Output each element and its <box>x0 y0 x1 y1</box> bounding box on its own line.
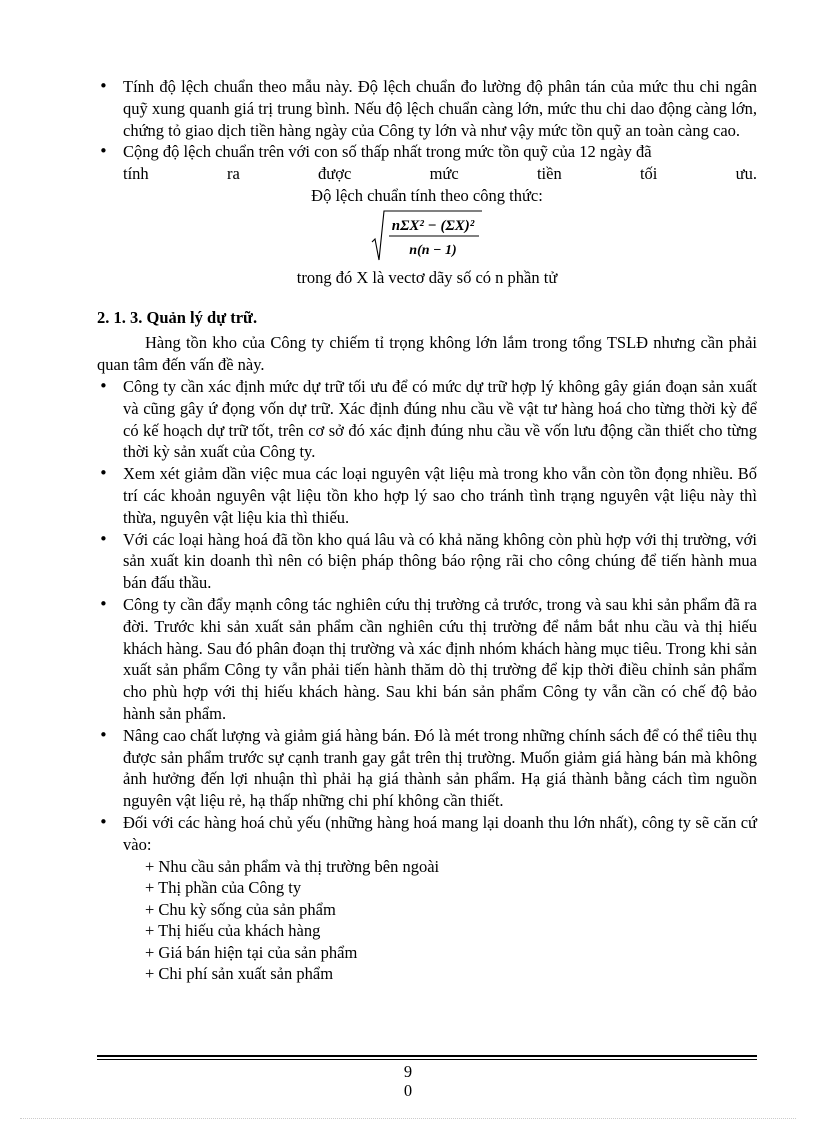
formula-denominator: n(n − 1) <box>409 242 457 258</box>
intro-paragraph: Hàng tồn kho của Công ty chiếm tỉ trọng không lớn lắm trong tổng TSLĐ nhưng cần phải quan tâm đến vấn đề này. <box>97 333 757 375</box>
std-dev-formula <box>97 208 757 264</box>
page-edge-divider <box>20 1118 796 1119</box>
list-item <box>97 76 757 141</box>
footer-divider <box>97 1055 757 1060</box>
document-page <box>97 76 757 985</box>
criteria-item: + Thị phần của Công ty <box>145 878 302 898</box>
bullet-last-line: tính ra được mức tiền tối ưu. <box>123 164 757 184</box>
page-number-line-2: 0 <box>403 1081 413 1100</box>
page-number-line-1: 9 <box>403 1062 413 1081</box>
formula-numerator: nΣX² − (ΣX)² <box>391 217 475 234</box>
criteria-item: + Chi phí sản xuất sản phẩm <box>145 964 334 984</box>
criteria-item: + Chu kỳ sống của sản phẩm <box>145 899 336 919</box>
list-item: • Đối với các hàng hoá chủ yếu (những hàng hoá mang lại doanh thu lớn nhất), công ty sẽ căn cứ vào: <box>97 812 757 856</box>
formula-note: trong đó X là vectơ dãy số có n phần tử <box>296 267 558 287</box>
page-number <box>0 1062 816 1100</box>
list-item <box>97 141 757 185</box>
criteria-list <box>97 856 757 986</box>
formula-graphic <box>371 208 483 264</box>
inventory-bullet-list <box>97 376 757 856</box>
list-item: • Công ty cần xác định mức dự trữ tối ưu để có mức dự trữ hợp lý không gây gián đoạn sản xuất và cũng gây ứ đọng vốn dự trữ. Xác định đúng nhu cầu về vật tư hàng hoá cho từng thời kỳ để có kế hoạch dự trữ tốt, trên cơ sở đó xác định đúng nhu cầu về vốn lưu động cần thiết cho từng thời kỳ sản xuất của Công ty. <box>97 376 757 463</box>
formula-intro: Độ lệch chuẩn tính theo công thức: <box>311 185 543 205</box>
section-heading: 2. 1. 3. Quản lý dự trữ. <box>97 307 258 327</box>
criteria-item: + Giá bán hiện tại của sản phẩm <box>145 942 358 962</box>
list-item: • Công ty cần đẩy mạnh công tác nghiên cứu thị trường cả trước, trong và sau khi sản phẩm đã ra đời. Trước khi sản xuất sản phẩm cần nghiên cứu thị trường để nắm bắt nhu cầu và thị hiếu khách hàng. Sau đó phân đoạn thị trường và xác định nhóm khách hàng mục tiêu. Trong khi sản xuất sản phẩm Công ty vẫn phải tiến hành thăm dò thị trường để kịp thời điều chỉnh sản phẩm cho phù hợp với thị hiếu khách hàng. Sau khi bán sản phẩm Công ty vẫn cần có chế độ bảo hành sản phẩm. <box>97 594 757 725</box>
list-item: • Nâng cao chất lượng và giảm giá hàng bán. Đó là mét trong những chính sách để có thể tiêu thụ được sản phẩm trước sự cạnh tranh gay gắt trên thị trường. Muốn giảm giá hàng bán mà không ảnh hưởng đến lợi nhuận thì phải hạ giá thành sản phẩm. Hạ giá thành bằng cách tìm nguồn nguyên vật liệu rẻ, hạ thấp những chi phí không cần thiết. <box>97 725 757 812</box>
list-item: • Xem xét giảm dần việc mua các loại nguyên vật liệu mà trong kho vẫn còn tồn đọng nhiều. Bố trí các khoản nguyên vật liệu tồn kho hợp lý sao cho tránh tình trạng nguyên vật liệu này thì thừa, nguyên vật liệu kia thì thiếu. <box>97 463 757 528</box>
std-dev-bullet-list <box>97 76 757 185</box>
bullet-text: Cộng độ lệch chuẩn trên với con số thấp nhất trong mức tồn quỹ của 12 ngày đã <box>123 142 652 162</box>
criteria-item: + Thị hiếu của khách hàng <box>145 921 321 941</box>
list-item: • Với các loại hàng hoá đã tồn kho quá lâu và có khả năng không còn phù hợp với thị trường, với sản xuất kin doanh thì nên có biện pháp thông báo rộng rãi cho công chúng để tiến hành mua bán đấu thầu. <box>97 529 757 594</box>
bullet-text: Tính độ lệch chuẩn theo mẫu này. Độ lệch chuẩn đo lường độ phân tán của mức thu chi ngân quỹ xung quanh giá trị trung bình. Nếu độ lệch chuẩn càng lớn, mức thu chi dao động càng lớn, chứng tỏ giao dịch tiền hàng ngày của Công ty lớn và như vậy mức tồn quỹ an toàn càng cao. <box>123 77 757 140</box>
criteria-item: + Nhu cầu sản phẩm và thị trường bên ngoài <box>145 856 440 876</box>
